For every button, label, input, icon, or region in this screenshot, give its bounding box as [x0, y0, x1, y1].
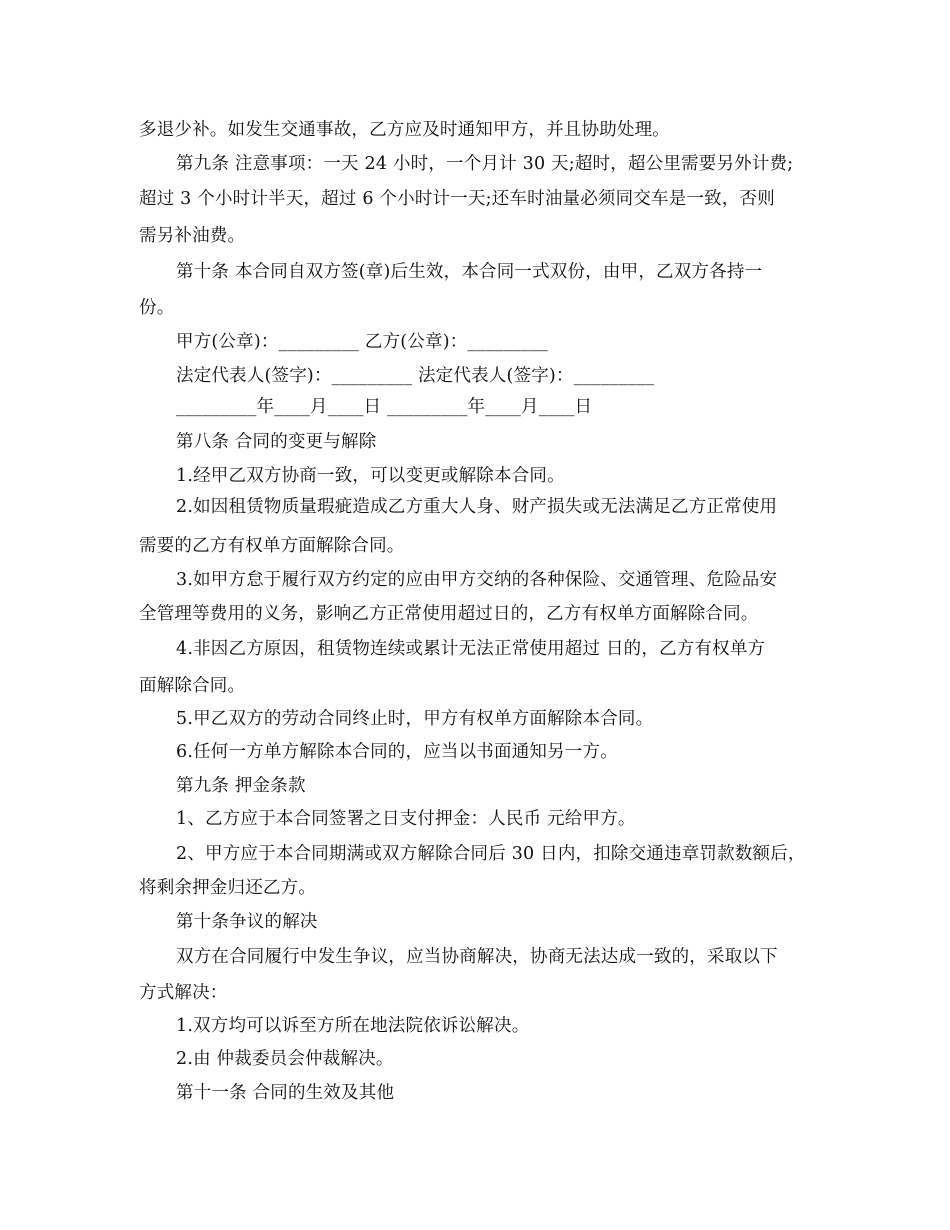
- clause-11-heading: 第十一条 合同的生效及其他: [176, 1083, 395, 1103]
- clause-8-heading: 第八条 合同的变更与解除: [176, 432, 377, 452]
- clause-9-notes: 第九条 注意事项：一天 24 小时，一个月计 30 天;超时，超公里需要另外计费;: [176, 154, 794, 174]
- text-line: 份。: [139, 298, 175, 318]
- list-item: 2.如因租赁物质量瑕疵造成乙方重大人身、财产损失或无法满足乙方正常使用: [176, 497, 778, 517]
- text-line: 超过 3 个小时计半天，超过 6 个小时计一天;还车时油量必须同交车是一致，否则: [139, 189, 775, 209]
- clause-10-dispute-heading: 第十条争议的解决: [176, 912, 318, 932]
- list-item: 4.非因乙方原因，租赁物连续或累计无法正常使用超过 日的，乙方有权单方: [176, 639, 766, 659]
- list-item: 1、乙方应于本合同签署之日支付押金：人民币 元给甲方。: [176, 809, 636, 829]
- signature-line: 法定代表人(签字)：_________ 法定代表人(签字)：_________: [176, 366, 655, 386]
- clause-10-effect: 第十条 本合同自双方签(章)后生效，本合同一式双份，由甲，乙双方各持一: [176, 262, 763, 282]
- list-item: 2.由 仲裁委员会仲裁解决。: [176, 1049, 394, 1069]
- text-line: 需另补油费。: [139, 226, 246, 246]
- list-item: 6.任何一方单方解除本合同的，应当以书面通知另一方。: [176, 742, 618, 762]
- text-line: 全管理等费用的义务，影响乙方正常使用超过日的，乙方有权单方面解除合同。: [139, 604, 759, 624]
- seal-line: 甲方(公章)：_________ 乙方(公章)：_________: [176, 332, 548, 352]
- clause-9-deposit-heading: 第九条 押金条款: [176, 776, 306, 796]
- list-item: 1.经甲乙双方协商一致，可以变更或解除本合同。: [176, 466, 565, 486]
- text-line: 方式解决：: [139, 983, 228, 1003]
- text-line: 面解除合同。: [139, 676, 246, 696]
- date-line: _________年____月____日 _________年____月____日: [176, 397, 593, 417]
- text-line: 多退少补。如发生交通事故，乙方应及时通知甲方，并且协助处理。: [139, 120, 670, 140]
- text-line: 双方在合同履行中发生争议，应当协商解决，协商无法达成一致的，采取以下: [176, 947, 778, 967]
- text-line: 需要的乙方有权单方面解除合同。: [139, 536, 405, 556]
- list-item: 2、甲方应于本合同期满或双方解除合同后 30 日内，扣除交通违章罚款数额后，: [176, 844, 806, 864]
- list-item: 3.如甲方怠于履行双方约定的应由甲方交纳的各种保险、交通管理、危险品安: [176, 570, 778, 590]
- list-item: 1.双方均可以诉至方所在地法院依诉讼解决。: [176, 1016, 530, 1036]
- list-item: 5.甲乙双方的劳动合同终止时，甲方有权单方面解除本合同。: [176, 709, 654, 729]
- text-line: 将剩余押金归还乙方。: [139, 878, 316, 898]
